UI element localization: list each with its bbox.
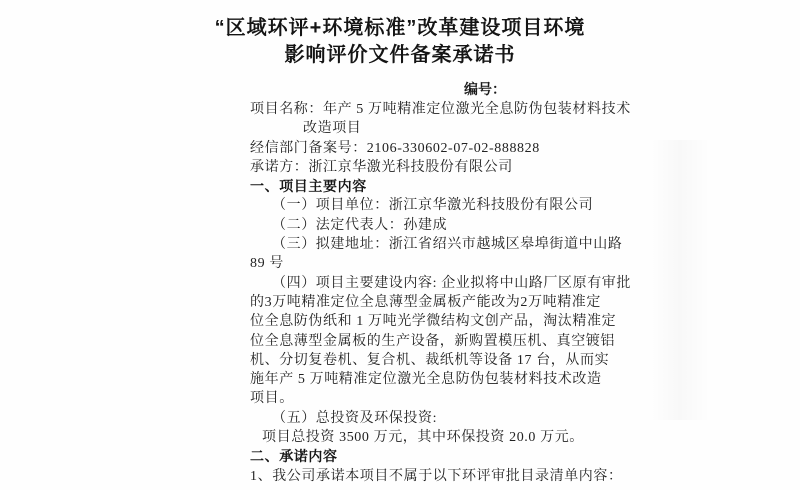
- scan-shading: [650, 140, 710, 420]
- document-title-line2: 影响评价文件备案承诺书: [284, 44, 516, 66]
- field-project-name: 项目名称：年产 5 万吨精准定位激光全息防伪包装材料技术: [250, 102, 631, 117]
- section1-item4-line2: 的3万吨精准定位全息薄型金属板产能改为2万吨精准定: [250, 294, 601, 310]
- section1-item5-investment-heading: （五）总投资及环保投资:: [272, 410, 438, 426]
- section1-item4-line6: 施年产 5 万吨精准定位激光全息防伪包装材料技术改造: [250, 372, 602, 388]
- field-record-number: 经信部门备案号：2106-330602-07-02-888828: [250, 140, 540, 156]
- section1-item3-address-wrap: 89 号: [250, 256, 284, 272]
- section1-item3-address: （三）拟建地址：浙江省绍兴市越城区皋埠街道中山路: [272, 237, 623, 253]
- section1-item4-line7: 项目。: [250, 391, 294, 407]
- serial-number-label: 编号：: [464, 81, 506, 97]
- section1-item2-legal-representative: （二）法定代表人：孙建成: [272, 217, 448, 233]
- section1-heading: 一、项目主要内容: [250, 178, 367, 195]
- field-promisor: 承诺方：浙江京华激光科技股份有限公司: [250, 159, 513, 175]
- section1-item4-line3: 位全息防伪纸和 1 万吨光学微结构文创产品，淘汰精准定: [250, 314, 617, 330]
- section1-item4-line4: 位全息薄型金属板的生产设备，新购置模压机、真空镀铝: [250, 333, 615, 349]
- section2-heading: 二、承诺内容: [250, 448, 338, 465]
- document-title-line1: “区域环评+环境标准”改革建设项目环境: [214, 17, 586, 39]
- document-body: [250, 100, 634, 486]
- field-project-name-wrap: 改造项目: [303, 121, 362, 137]
- document-title: [0, 15, 800, 69]
- section2-item1-commitment: 1、我公司承诺本项目不属于以下环评审批目录清单内容：: [250, 468, 623, 484]
- section1-item4-construction-content: （四）项目主要建设内容: 企业拟将中山路厂区原有审批: [272, 275, 631, 291]
- section1-item1-project-unit: （一）项目单位：浙江京华激光科技股份有限公司: [272, 198, 594, 214]
- section1-investment-amounts: 项目总投资 3500 万元，其中环保投资 20.0 万元。: [262, 430, 584, 446]
- section1-item4-line5: 机、分切复卷机、复合机、裁纸机等设备 17 台，从而实: [250, 352, 610, 368]
